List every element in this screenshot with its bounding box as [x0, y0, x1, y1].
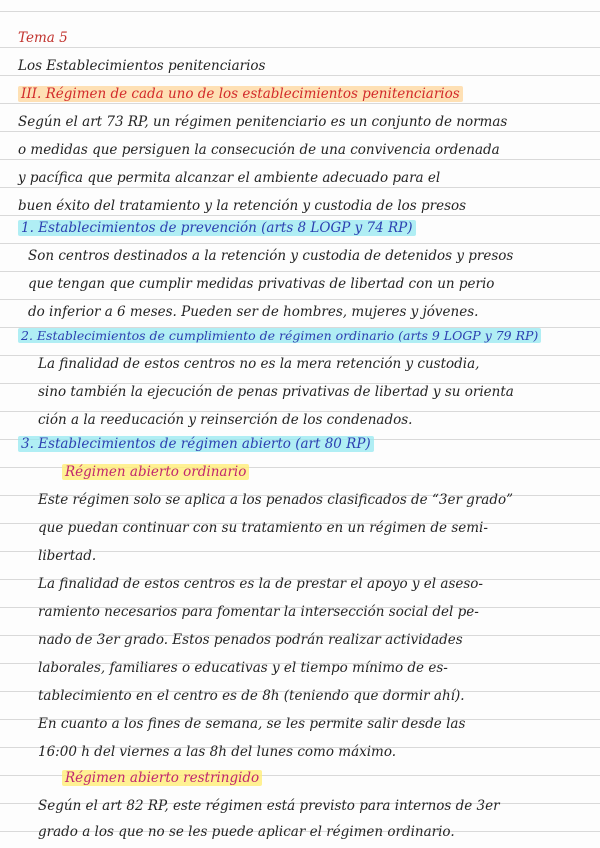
item-2-heading: 2. Establecimientos de cumplimiento de régimen ordinario (arts 9 LOGP y 79 RP) [18, 326, 541, 346]
ordinario-line-10: 16:00 h del viernes a las 8h del lunes como máximo. [38, 744, 397, 760]
sub-heading-restringido: Régimen abierto restringido [62, 768, 262, 788]
intro-line-2: o medidas que persiguen la consecución de una convivencia ordenada [18, 142, 500, 158]
intro-line-3: y pacífica que permita alcanzar el ambiente adecuado para el [18, 170, 441, 186]
ordinario-line-6: nado de 3er grado. Estos penados podrán realizar actividades [38, 632, 463, 648]
item-1-line-1: Son centros destinados a la retención y custodia de detenidos y presos [28, 248, 514, 264]
ordinario-line-7: laborales, familiares o educativas y el tiempo mínimo de es- [38, 660, 448, 676]
ordinario-line-1: Este régimen solo se aplica a los penados clasificados de “3er grado” [38, 492, 513, 508]
ordinario-line-4: La finalidad de estos centros es la de prestar el apoyo y el aseso- [38, 576, 483, 592]
restringido-line-2: grado a los que no se les puede aplicar el régimen ordinario. [38, 824, 455, 840]
restringido-line-1: Según el art 82 RP, este régimen está previsto para internos de 3er [38, 798, 500, 814]
item-2-line-3: ción a la reeducación y reinserción de los condenados. [38, 412, 413, 428]
item-2-line-1: La finalidad de estos centros no es la mera retención y custodia, [38, 356, 480, 372]
intro-line-1: Según el art 73 RP, un régimen penitenciario es un conjunto de normas [18, 114, 508, 130]
item-1-line-2: que tengan que cumplir medidas privativas de libertad con un perio [28, 276, 495, 292]
item-1-line-3: do inferior a 6 meses. Pueden ser de hombres, mujeres y jóvenes. [28, 304, 479, 320]
intro-line-4: buen éxito del tratamiento y la retención y custodia de los presos [18, 198, 467, 214]
page-subtitle: Los Establecimientos penitenciarios [18, 58, 266, 74]
section-title: III. Régimen de cada uno de los establecimientos penitenciarios [18, 84, 463, 104]
item-3-heading: 3. Establecimientos de régimen abierto (art 80 RP) [18, 434, 374, 454]
ordinario-line-8: tablecimiento en el centro es de 8h (teniendo que dormir ahí). [38, 688, 465, 704]
item-1-heading: 1. Establecimientos de prevención (arts 8 LOGP y 74 RP) [18, 218, 416, 238]
sub-heading-ordinario: Régimen abierto ordinario [62, 462, 249, 482]
ordinario-line-5: ramiento necesarios para fomentar la intersección social del pe- [38, 604, 479, 620]
ordinario-line-9: En cuanto a los fines de semana, se les permite salir desde las [38, 716, 466, 732]
item-2-line-2: sino también la ejecución de penas privativas de libertad y su orienta [38, 384, 514, 400]
ordinario-line-3: libertad. [38, 548, 97, 564]
ordinario-line-2: que puedan continuar con su tratamiento en un régimen de semi- [38, 520, 488, 536]
tema-label: Tema 5 [18, 30, 68, 46]
